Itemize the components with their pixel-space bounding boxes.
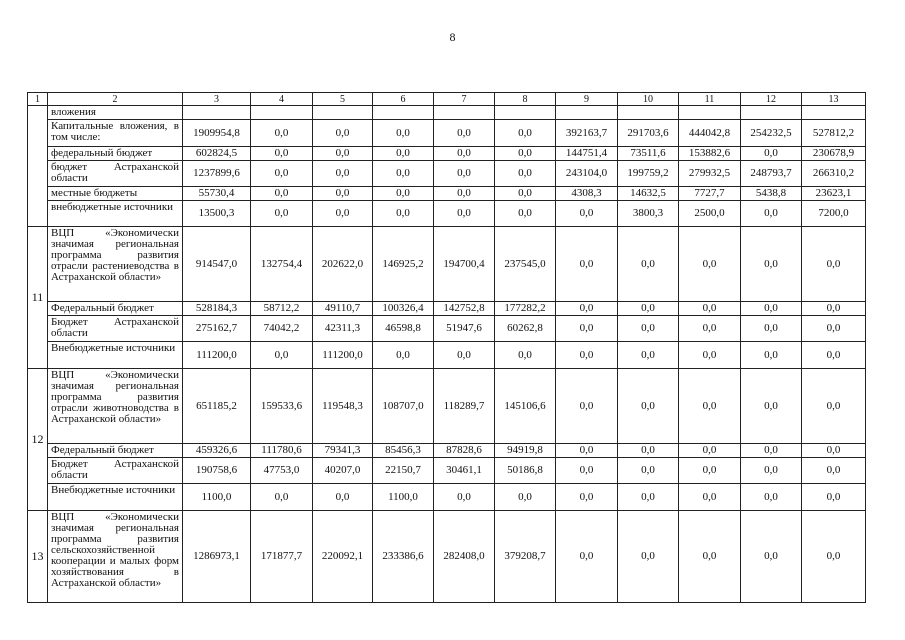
- row-index: 13: [28, 511, 48, 603]
- value-cell: 0,0: [373, 201, 434, 227]
- value-cell: 30461,1: [434, 458, 495, 484]
- value-cell: [251, 106, 313, 120]
- value-cell: 0,0: [556, 444, 618, 458]
- value-cell: 0,0: [556, 369, 618, 444]
- value-cell: 266310,2: [802, 161, 866, 187]
- value-cell: 0,0: [618, 227, 679, 302]
- value-cell: 0,0: [251, 120, 313, 147]
- value-cell: 651185,2: [183, 369, 251, 444]
- value-cell: 0,0: [802, 511, 866, 603]
- value-cell: 0,0: [802, 369, 866, 444]
- value-cell: 0,0: [373, 342, 434, 369]
- value-cell: 282408,0: [434, 511, 495, 603]
- value-cell: 1909954,8: [183, 120, 251, 147]
- value-cell: 0,0: [495, 342, 556, 369]
- table-row: [28, 511, 866, 603]
- row-name: Внебюджетные источники: [48, 484, 183, 511]
- row-name: Капитальные вложения, в том числе:: [48, 120, 183, 147]
- value-cell: 0,0: [679, 302, 741, 316]
- value-cell: 132754,4: [251, 227, 313, 302]
- column-header: 11: [679, 93, 741, 106]
- value-cell: 444042,8: [679, 120, 741, 147]
- value-cell: 0,0: [313, 484, 373, 511]
- value-cell: [741, 106, 802, 120]
- value-cell: 279932,5: [679, 161, 741, 187]
- value-cell: 0,0: [556, 316, 618, 342]
- value-cell: 0,0: [373, 187, 434, 201]
- budget-table: [27, 92, 866, 603]
- table-row: [28, 227, 866, 302]
- value-cell: 42311,3: [313, 316, 373, 342]
- value-cell: 0,0: [556, 342, 618, 369]
- value-cell: 0,0: [679, 444, 741, 458]
- value-cell: 0,0: [741, 484, 802, 511]
- value-cell: 0,0: [495, 484, 556, 511]
- value-cell: 0,0: [741, 227, 802, 302]
- column-header: 12: [741, 93, 802, 106]
- value-cell: [556, 106, 618, 120]
- table-row: [28, 187, 866, 201]
- value-cell: 0,0: [741, 444, 802, 458]
- value-cell: 0,0: [741, 369, 802, 444]
- value-cell: 146925,2: [373, 227, 434, 302]
- value-cell: 602824,5: [183, 147, 251, 161]
- value-cell: 7200,0: [802, 201, 866, 227]
- row-name: местные бюджеты: [48, 187, 183, 201]
- table-row: [28, 120, 866, 147]
- value-cell: [313, 106, 373, 120]
- row-name: вложения: [48, 106, 183, 120]
- value-cell: 0,0: [741, 316, 802, 342]
- value-cell: 7727,7: [679, 187, 741, 201]
- value-cell: 0,0: [434, 187, 495, 201]
- value-cell: 1237899,6: [183, 161, 251, 187]
- value-cell: 0,0: [679, 342, 741, 369]
- value-cell: 0,0: [313, 161, 373, 187]
- table-row: [28, 302, 866, 316]
- value-cell: 0,0: [434, 484, 495, 511]
- value-cell: 79341,3: [313, 444, 373, 458]
- value-cell: 0,0: [618, 302, 679, 316]
- value-cell: 85456,3: [373, 444, 434, 458]
- value-cell: 0,0: [679, 369, 741, 444]
- value-cell: [183, 106, 251, 120]
- value-cell: 177282,2: [495, 302, 556, 316]
- value-cell: 0,0: [495, 120, 556, 147]
- column-header: 4: [251, 93, 313, 106]
- value-cell: 230678,9: [802, 147, 866, 161]
- value-cell: 0,0: [741, 201, 802, 227]
- value-cell: 190758,6: [183, 458, 251, 484]
- value-cell: 87828,6: [434, 444, 495, 458]
- row-name: внебюджетные источники: [48, 201, 183, 227]
- value-cell: 0,0: [741, 511, 802, 603]
- value-cell: 0,0: [741, 458, 802, 484]
- value-cell: 111200,0: [183, 342, 251, 369]
- value-cell: 74042,2: [251, 316, 313, 342]
- value-cell: 1100,0: [183, 484, 251, 511]
- value-cell: 0,0: [679, 458, 741, 484]
- value-cell: 528184,3: [183, 302, 251, 316]
- value-cell: 73511,6: [618, 147, 679, 161]
- column-header: 13: [802, 93, 866, 106]
- row-index: 11: [28, 227, 48, 369]
- value-cell: 0,0: [373, 147, 434, 161]
- value-cell: 14632,5: [618, 187, 679, 201]
- column-header: 5: [313, 93, 373, 106]
- value-cell: 220092,1: [313, 511, 373, 603]
- value-cell: 111200,0: [313, 342, 373, 369]
- value-cell: 194700,4: [434, 227, 495, 302]
- value-cell: [434, 106, 495, 120]
- value-cell: 202622,0: [313, 227, 373, 302]
- value-cell: 0,0: [251, 161, 313, 187]
- row-name: ВЦП «Экономически значимая региональная программа развития отрасли растениеводства в Астраханской области»: [48, 227, 183, 302]
- row-index: [28, 106, 48, 227]
- value-cell: 0,0: [313, 147, 373, 161]
- value-cell: 0,0: [495, 147, 556, 161]
- value-cell: 0,0: [495, 201, 556, 227]
- value-cell: 0,0: [434, 161, 495, 187]
- value-cell: 0,0: [618, 369, 679, 444]
- value-cell: 0,0: [618, 342, 679, 369]
- value-cell: 111780,6: [251, 444, 313, 458]
- value-cell: 0,0: [251, 342, 313, 369]
- column-header: 2: [48, 93, 183, 106]
- value-cell: 0,0: [434, 147, 495, 161]
- value-cell: 914547,0: [183, 227, 251, 302]
- value-cell: 0,0: [495, 161, 556, 187]
- value-cell: 0,0: [618, 316, 679, 342]
- row-index: 12: [28, 369, 48, 511]
- value-cell: 0,0: [802, 316, 866, 342]
- value-cell: 0,0: [679, 484, 741, 511]
- value-cell: 58712,2: [251, 302, 313, 316]
- column-header: 7: [434, 93, 495, 106]
- value-cell: 5438,8: [741, 187, 802, 201]
- value-cell: 0,0: [618, 444, 679, 458]
- value-cell: 0,0: [802, 444, 866, 458]
- page-number: 8: [449, 30, 456, 44]
- value-cell: 0,0: [556, 302, 618, 316]
- value-cell: 1100,0: [373, 484, 434, 511]
- value-cell: 51947,6: [434, 316, 495, 342]
- value-cell: 0,0: [618, 458, 679, 484]
- value-cell: 0,0: [373, 161, 434, 187]
- value-cell: 0,0: [556, 511, 618, 603]
- table-row: [28, 201, 866, 227]
- value-cell: [679, 106, 741, 120]
- value-cell: 46598,8: [373, 316, 434, 342]
- row-name: Бюджет Астраханской области: [48, 316, 183, 342]
- row-name: Федеральный бюджет: [48, 444, 183, 458]
- column-header: 6: [373, 93, 434, 106]
- table-row: [28, 458, 866, 484]
- table-row: [28, 444, 866, 458]
- table-row: [28, 369, 866, 444]
- value-cell: 392163,7: [556, 120, 618, 147]
- row-name: Внебюджетные источники: [48, 342, 183, 369]
- value-cell: 459326,6: [183, 444, 251, 458]
- value-cell: [802, 106, 866, 120]
- value-cell: 142752,8: [434, 302, 495, 316]
- value-cell: 0,0: [556, 458, 618, 484]
- value-cell: 22150,7: [373, 458, 434, 484]
- value-cell: 55730,4: [183, 187, 251, 201]
- value-cell: 0,0: [251, 484, 313, 511]
- value-cell: 0,0: [741, 342, 802, 369]
- value-cell: 0,0: [434, 120, 495, 147]
- value-cell: 379208,7: [495, 511, 556, 603]
- value-cell: 1286973,1: [183, 511, 251, 603]
- value-cell: 23623,1: [802, 187, 866, 201]
- value-cell: 0,0: [618, 511, 679, 603]
- value-cell: 118289,7: [434, 369, 495, 444]
- column-header: 8: [495, 93, 556, 106]
- value-cell: 275162,7: [183, 316, 251, 342]
- value-cell: 0,0: [556, 484, 618, 511]
- value-cell: 13500,3: [183, 201, 251, 227]
- value-cell: 40207,0: [313, 458, 373, 484]
- table-row: [28, 147, 866, 161]
- column-header: 9: [556, 93, 618, 106]
- value-cell: 243104,0: [556, 161, 618, 187]
- value-cell: 233386,6: [373, 511, 434, 603]
- value-cell: 119548,3: [313, 369, 373, 444]
- value-cell: 145106,6: [495, 369, 556, 444]
- value-cell: 0,0: [556, 201, 618, 227]
- row-name: Бюджет Астраханской области: [48, 458, 183, 484]
- value-cell: 49110,7: [313, 302, 373, 316]
- value-cell: 0,0: [495, 187, 556, 201]
- value-cell: 199759,2: [618, 161, 679, 187]
- value-cell: [373, 106, 434, 120]
- value-cell: 0,0: [313, 201, 373, 227]
- value-cell: 0,0: [618, 484, 679, 511]
- value-cell: 254232,5: [741, 120, 802, 147]
- row-name: бюджет Астраханской области: [48, 161, 183, 187]
- value-cell: [618, 106, 679, 120]
- value-cell: 2500,0: [679, 201, 741, 227]
- value-cell: 0,0: [556, 227, 618, 302]
- value-cell: 144751,4: [556, 147, 618, 161]
- row-name: Федеральный бюджет: [48, 302, 183, 316]
- value-cell: 60262,8: [495, 316, 556, 342]
- value-cell: 50186,8: [495, 458, 556, 484]
- value-cell: 0,0: [313, 120, 373, 147]
- row-name: ВЦП «Экономически значимая региональная программа развития отрасли животноводства в Астраханской области»: [48, 369, 183, 444]
- value-cell: 0,0: [251, 201, 313, 227]
- row-name: федеральный бюджет: [48, 147, 183, 161]
- column-header: 3: [183, 93, 251, 106]
- value-cell: 0,0: [434, 342, 495, 369]
- table-row: [28, 342, 866, 369]
- header-row: [28, 93, 866, 106]
- value-cell: 0,0: [802, 302, 866, 316]
- value-cell: 0,0: [373, 120, 434, 147]
- value-cell: 159533,6: [251, 369, 313, 444]
- value-cell: 171877,7: [251, 511, 313, 603]
- value-cell: 527812,2: [802, 120, 866, 147]
- value-cell: 0,0: [802, 484, 866, 511]
- value-cell: 94919,8: [495, 444, 556, 458]
- value-cell: 291703,6: [618, 120, 679, 147]
- table-row: [28, 161, 866, 187]
- value-cell: 3800,3: [618, 201, 679, 227]
- value-cell: 0,0: [679, 227, 741, 302]
- value-cell: 0,0: [251, 147, 313, 161]
- value-cell: 4308,3: [556, 187, 618, 201]
- value-cell: 0,0: [802, 458, 866, 484]
- value-cell: 100326,4: [373, 302, 434, 316]
- value-cell: 0,0: [741, 147, 802, 161]
- value-cell: 0,0: [313, 187, 373, 201]
- column-header: 10: [618, 93, 679, 106]
- value-cell: 0,0: [679, 511, 741, 603]
- value-cell: 0,0: [251, 187, 313, 201]
- value-cell: 0,0: [802, 342, 866, 369]
- table-row: [28, 316, 866, 342]
- value-cell: 0,0: [802, 227, 866, 302]
- value-cell: 0,0: [434, 201, 495, 227]
- value-cell: 0,0: [679, 316, 741, 342]
- value-cell: 47753,0: [251, 458, 313, 484]
- value-cell: 0,0: [741, 302, 802, 316]
- value-cell: 153882,6: [679, 147, 741, 161]
- value-cell: 108707,0: [373, 369, 434, 444]
- row-name: ВЦП «Экономически значимая региональная программа развития сельскохозяйственной кооперации и малых форм хозяйствования в Астраханской области»: [48, 511, 183, 603]
- value-cell: 237545,0: [495, 227, 556, 302]
- table-row: [28, 106, 866, 120]
- value-cell: [495, 106, 556, 120]
- table-row: [28, 484, 866, 511]
- value-cell: 248793,7: [741, 161, 802, 187]
- column-header: 1: [28, 93, 48, 106]
